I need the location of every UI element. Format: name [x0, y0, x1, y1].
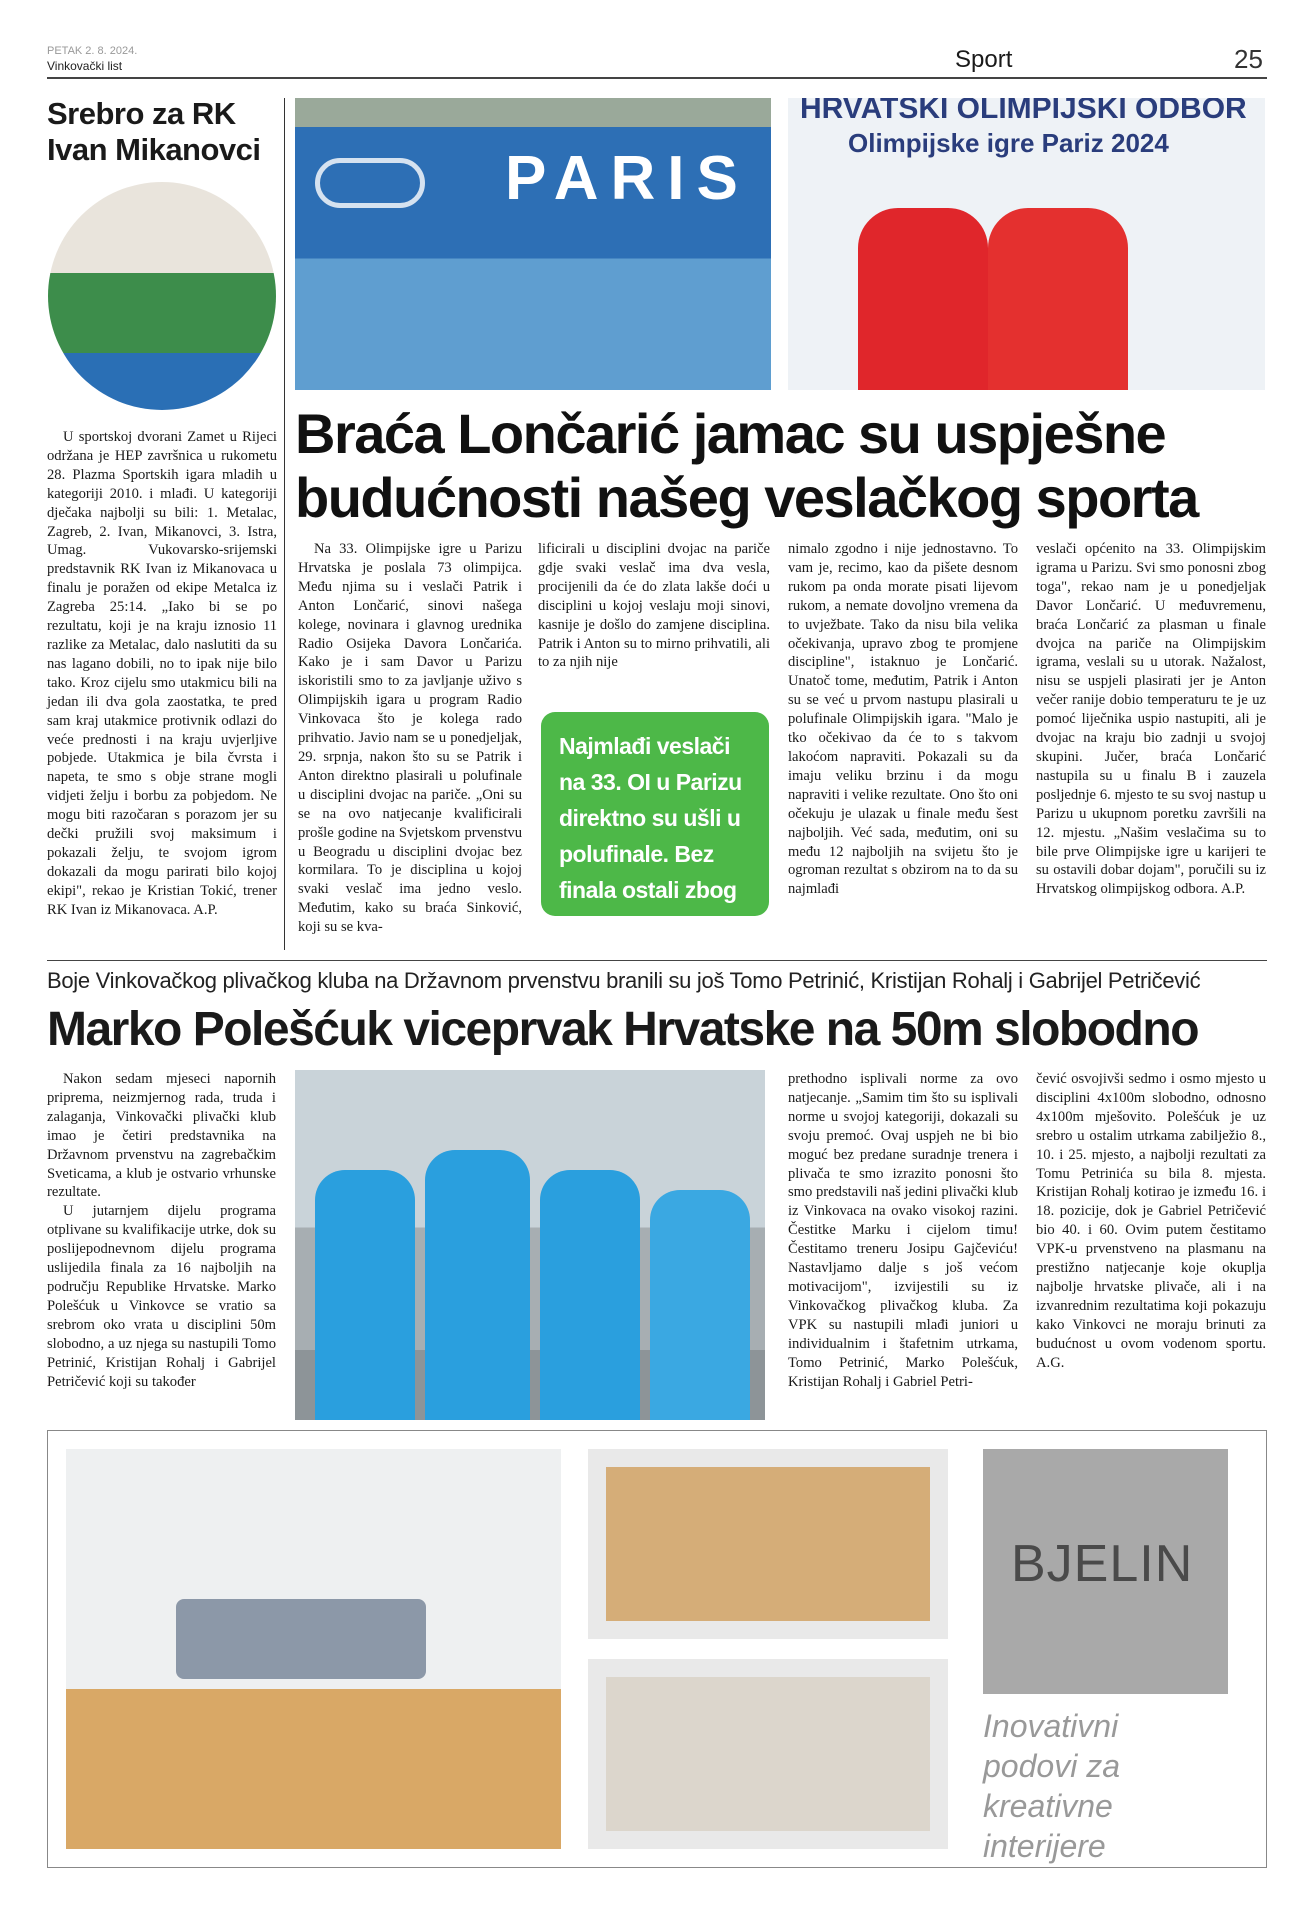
article1-body: U sportskoj dvorani Zamet u Rijeci održana je HEP završnica u rukometu 28. Plazma Sportskih igara mladih u kategoriji 2010. i mlađi. U kategoriji dječaka najbolji su bili: 1. Metalac, Zagreb, 2. Ivan, Mikanovci, 3. Istra, Umag. Vukovarsko-srijemski predstavnik RK Ivan iz Mikanovaca u finalu je poražen od ekipe Metalca iz Zagreba 25:14. „Iako bi se po rezultatu, koji je na kraju iznosio 11 razlike za Metalac, dalo naslutiti da su nas lagano dobili, no to ipak nije bilo tako. Kroz cijelu smo utakmicu bili na jedan ili dva gola zaostatka, te pred sam kraj utakmice protivnik odlazi do veće prednosti i na kraju uvjerljive pobjede. Utakmica je bila čvrsta i napeta, te smo s obje strane mogli vidjeti želju i borbu za pobjedom. Ne mogu biti razočaran s porazom jer su dečki pružili svoj maksimum i pokazali želju, te svojom igrom dokazali da mogu parirati bilo kojoj ekipi", rekao je Kristian Tokić, trener RK Ivan iz Mikanovaca. A.P. — [47, 429, 277, 918]
athlete-1 — [858, 208, 988, 390]
section-rule — [47, 960, 1267, 961]
swimmer-1 — [315, 1170, 415, 1420]
column-divider — [284, 98, 285, 950]
athlete-2 — [988, 208, 1128, 390]
handball-team-photo — [48, 182, 276, 410]
swimmer-4 — [650, 1190, 750, 1420]
article2-col2: lificirali u disciplini dvojac na pariče gdje svaki veslač ima dva vesla, procijenili da će do zlata lakše doći u disciplini u kojoj veslaju moji sinovi, kasnije je došlo do zamjene disciplina. Patrik i Anton su to mirno prihvatili, ali to za njih nije — [538, 541, 770, 671]
callout-box: Najmlađi veslači na 33. OI u Parizu direktno su ušli u polufinale. Bez finala ostali zbog bolesti — [541, 712, 769, 916]
olympics-banner: Olimpijske igre Pariz 2024 — [848, 128, 1169, 158]
article2-col3: nimalo zgodno i nije jednostavno. To vam je, recimo, kao da pišete desnom rukom pa onda morate pisati lijevom rukom, a nemate dovoljno vremena da to uvježbate. Tako da nisu bila velika očekivanja, upravo zbog te promjene discipline", istaknuo je Lončarić. Unatoč tome, međutim, Patrik i Anton su se već u prvom nastupu plasirali u polufinale Olimpijskih igara. "Malo je tko očekivao da će to s takvom lakoćom napraviti. Pokazali su da imaju veliku brzinu i da mogu napraviti i velike rezultate. Ono što oni očekuju je ulazak u finale među šest najboljih. Već sada, međutim, oni su među 12 najboljih na svijetu što je ogroman rezultat s obzirom na to da su najmlađi — [788, 541, 1018, 898]
article3-kicker: Boje Vinkovačkog plivačkog kluba na Državnom prvenstvu branili su još Tomo Petrinić, Kristijan Rohalj i Gabrijel Petričević — [47, 968, 1201, 993]
article3-col3: čević osvojivši sedmo i osmo mjesto u disciplini 4x100m slobodno, odnosno 4x100m mješovito. Polešćuk je uz srebro u ostalim utrkama zabilježio 8., 10. i 25. mjesto, a najbolji rezultati za Tomu Petrinića su bila 8. mjesta. Kristijan Rohalj kotirao je između 16. i 18. pozicije, dok je Gabriel Petričević bio 40. i 60. Ovim putem čestitamo VPK-u prvenstveno na plasmanu na prestižno natjecanje koje okuplja najbolje hrvatske plivače, ali i na izvanrednim rezultatima koji pokazuju kako Vinkovci ne moraju brinuti za budućnost u ovom vodenom sportu. A.G. — [1036, 1071, 1266, 1371]
hoo-banner: HRVATSKI OLIMPIJSKI ODBOR — [800, 98, 1247, 125]
rowing-photo — [295, 98, 771, 390]
article1-title: Srebro za RK Ivan Mikanovci — [47, 96, 261, 167]
article3-col2: prethodno isplivali norme za ovo natjecanje. „Samim tim što su isplivali norme u svojoj kategoriji, dokazali su svoju premoć. Ovaj uspjeh ne bi bio moguć bez predane suradnje trenera i plivača te smo izrazito ponosni što smo predstavili naš jedini plivački klub iz Vinkovaca na ovako visokoj razini. Čestitke Marku i cijelom timu! Čestitamo treneru Josipu Gajčeviću! Nastavljamo dalje s još većom motivacijom", izvijestili su iz Vinkovačkog plivačkog kluba. Za VPK su nastupili mlađi juniori u individualnim i štafetnim utrkama, Tomo Petrinić, Marko Polešćuk, Kristijan Rohalj i Gabriel Petri- — [788, 1071, 1018, 1390]
brand-name: BJELIN — [1011, 1535, 1194, 1593]
brand-logo-box — [983, 1449, 1228, 1694]
section-name: Sport — [955, 46, 1013, 73]
issue-date: PETAK 2. 8. 2024. — [47, 45, 138, 57]
article3-col1: Nakon sedam mjeseci napornih priprema, neizmjernog rada, truda i zalaganja, Vinkovački plivački klub imao je četiri predstavnika na Državnom prvenstvu na zagrebačkim Sveticama, a klub je ostvario vrhunske rezultate. U jutarnjem dijelu programa otplivane su kvalifikacije utrke, dok su poslijepodnevnom dijelu programa uslijedila finala za 16 najboljih na području Republike Hrvatske. Marko Polešćuk u Vinkovce se vratio sa srebrom oko vrata u disciplini 50m slobodno, a uz njega su nastupili Tomo Petrinić, Kristijan Rohalj i Gabrijel Petričević koji su također — [47, 1071, 276, 1390]
swimmers-photo — [295, 1070, 765, 1420]
article2-col1: Na 33. Olimpijske igre u Parizu Hrvatska je poslala 73 olimpijca. Među njima su i veslači Patrik i Anton Lončarić, sinovi našega kolege, novinara i glavnog urednika Radio Osijeka Davora Lončarića. Kako je i sam Davor u Parizu iskoristili smo to za javljanje uživo s Olimpijskih igara u program Radio Vinkovaca što je kolega rado prihvatio. Javio nam se u ponedjeljak, 29. srpnja, nakon što su se Patrik i Anton direktno plasirali u polufinale u disciplini dvojac na pariče. „Oni su se na ovo natjecanje kvalificirali prošle godine na Svjetskom prvenstvu u Beogradu u disciplini dvojac bez kormilara. To je disciplina u kojoj svaki veslač ima jedno veslo. Međutim, kako su braća Sinković, koji su se kva- — [298, 541, 522, 936]
article2-headline: Braća Lončarić jamac su uspješne budućnosti našeg veslačkog sporta — [295, 402, 1198, 529]
olympic-rings-icon — [315, 158, 425, 208]
header-rule — [47, 77, 1267, 79]
interior-photo — [66, 1449, 561, 1849]
article2-col4: veslači općenito na 33. Olimpijskim igrama u Parizu. Svi smo ponosni zbog toga", rekao nam je u ponedjeljak Davor Lončarić. U međuvremenu, braća Lončarić za plasman u finale dvojca na pariče na Olimpijskim igrama, veslali su u utorak. Nažalost, nisu se uspjeli plasirati jer je Anton večer ranije dobio temperaturu te je uz pomoć liječnika uspio nastupiti, ali je dvojac na kraju bio zadnji u svojoj skupini. Jučer, braća Lončarić nastupila su u finalu B i zauzela posljednje 6. mjesto te su svoj nastup u Parizu u ukupnom poretku završili na 12. mjestu. „Našim veslačima su to bile prve Olimpijske igre u karijeri te su ostavili dobar dojam", poručili su iz Hrvatskog olimpijskog odbora. A.P. — [1036, 541, 1266, 898]
paris-sign: PARIS — [505, 144, 750, 213]
swimmer-2 — [425, 1150, 530, 1420]
bjelin-advertisement[interactable] — [47, 1430, 1267, 1868]
floor-sample-2 — [588, 1659, 948, 1849]
article3-headline: Marko Polešćuk viceprvak Hrvatske na 50m slobodno — [47, 1003, 1199, 1056]
ad-slogan: Inovativni podovi za kreativne interijere — [983, 1708, 1120, 1864]
loncaric-brothers-photo — [788, 98, 1265, 390]
floor-sample-1 — [588, 1449, 948, 1639]
publication-name: Vinkovački list — [47, 59, 123, 73]
page-number: 25 — [1234, 44, 1263, 74]
swimmer-3 — [540, 1170, 640, 1420]
sofa — [176, 1599, 426, 1679]
